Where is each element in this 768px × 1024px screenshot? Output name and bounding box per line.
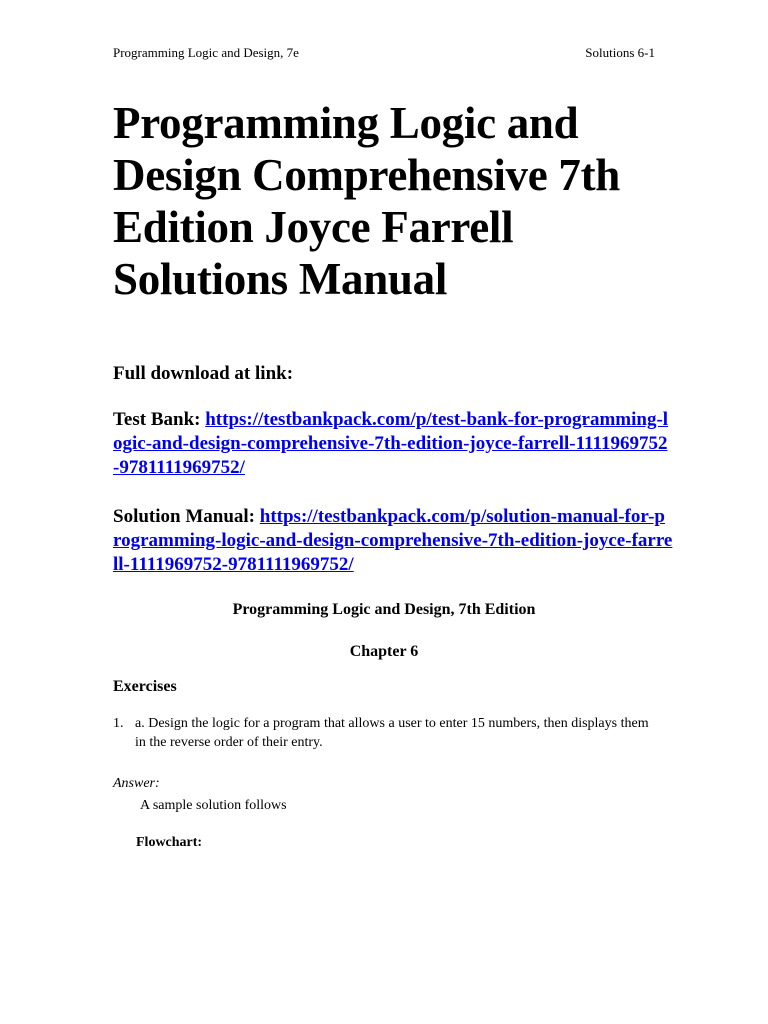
flowchart-label: Flowchart: xyxy=(136,835,203,850)
exercise-number: 1. xyxy=(113,716,124,731)
test-bank-link[interactable]: https://testbankpack.com/p/test-bank-for-programming-logic-and-design-comprehensive-7th-edition-joyce-farrell-1111969752-9781111969752/ xyxy=(113,409,669,478)
page-title: Programming Logic and Design Comprehensive 7th Edition Joyce Farrell Solutions Manual xyxy=(113,98,620,304)
header-page-number: Solutions 6-1 xyxy=(585,45,655,60)
header-book-title: Programming Logic and Design, 7e xyxy=(113,45,299,60)
book-edition-heading: Programming Logic and Design, 7th Edition xyxy=(232,601,536,618)
answer-text: A sample solution follows xyxy=(140,798,287,813)
running-header xyxy=(113,44,655,62)
test-bank-label: Test Bank: xyxy=(113,409,201,430)
solution-manual-link[interactable]: https://testbankpack.com/p/solution-manual-for-programming-logic-and-design-comprehensive-7th-edition-joyce-farrell-1111969752-9781111969752/ xyxy=(113,506,673,575)
test-bank-paragraph xyxy=(113,408,673,480)
answer-label: Answer: xyxy=(113,776,160,791)
solution-manual-label: Solution Manual: xyxy=(113,506,256,527)
download-heading: Full download at link: xyxy=(113,363,294,384)
exercise-text: a. Design the logic for a program that allows a user to enter 15 numbers, then displays them in the reverse order of their entry. xyxy=(135,716,649,750)
solution-manual-paragraph xyxy=(113,505,673,577)
chapter-heading: Chapter 6 xyxy=(349,643,419,660)
exercises-heading: Exercises xyxy=(113,678,177,695)
